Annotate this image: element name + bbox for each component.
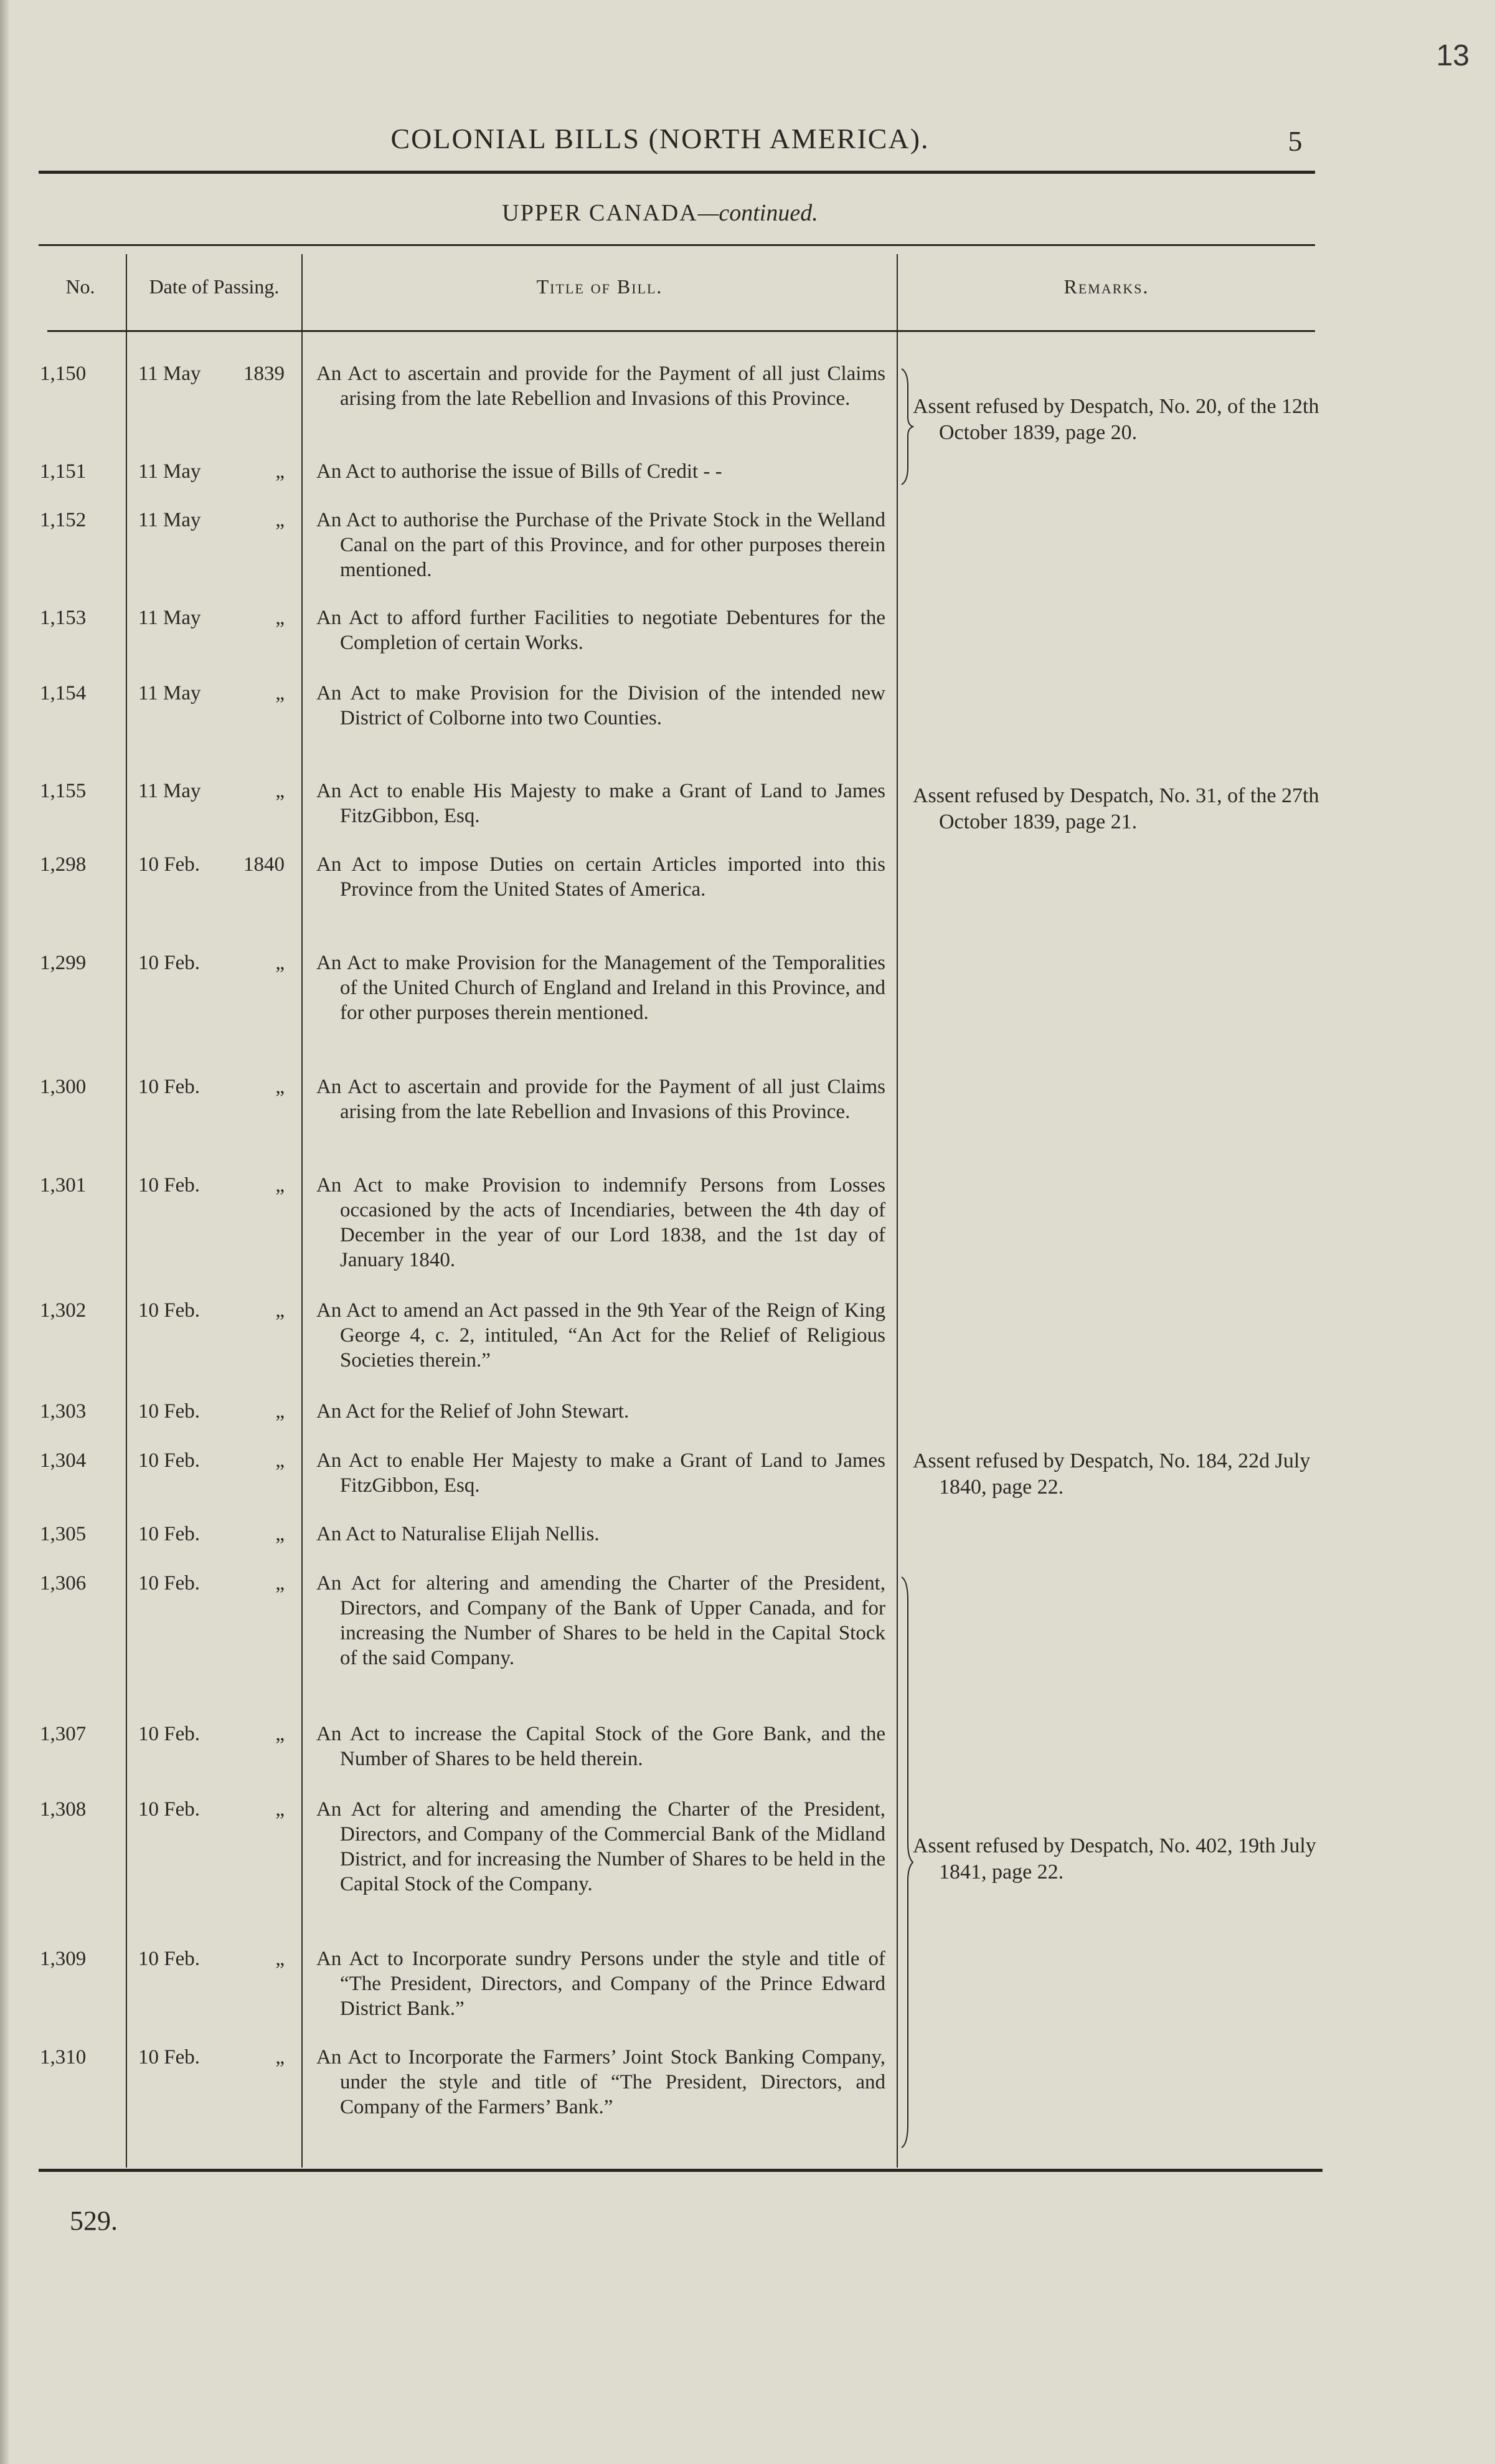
remark-4: Assent refused by Despatch, No. 402, 19th July 1841, page 22. [913,1834,1316,1884]
bill-title: An Act to ascertain and provide for the Payment of all just Claims arising from the late Rebellion and Invasions of this Province. [316,362,885,410]
date-month: 10 Feb. [138,952,200,974]
bill-title: An Act to Incorporate sundry Persons under the style and title of “The President, Directors, and Company of the Prince Edward District Bank.” [316,1948,885,2020]
bill-title: An Act to impose Duties on certain Articles imported into this Province from the United States of America. [316,853,885,901]
remark-brace-4 [900,1576,914,2149]
page-header-title: COLONIAL BILLS (NORTH AMERICA). [390,123,930,154]
bill-number: 1,155 [40,780,87,802]
date-month: 10 Feb. [138,1076,200,1098]
page-binding-shadow [0,0,9,2464]
date-year: „ [275,1299,285,1322]
bill-title: An Act for altering and amending the Charter of the President, Directors, and Company of the Commercial Bank of the Midland District, and for increasing the Number of Shares to be held in the Capital Stock of the Company. [316,1798,885,1895]
bill-number: 1,300 [40,1076,87,1098]
date-year: 1839 [243,362,285,385]
date-month: 11 May [138,362,201,385]
column-divider-1 [126,254,127,2168]
bill-number: 1,153 [40,607,87,629]
bill-title: An Act to make Provision to indemnify Persons from Losses occasioned by the acts of Incendiaries, between the 4th day of December in the year of our Lord 1838, and the 1st day of January 1840. [316,1174,885,1271]
bill-number: 1,152 [40,509,87,531]
date-month: 11 May [138,460,201,483]
bill-title: An Act to Naturalise Elijah Nellis. [316,1523,600,1545]
bill-title: An Act to enable Her Majesty to make a Grant of Land to James FitzGibbon, Esq. [316,1449,885,1497]
date-year: 1840 [243,853,285,876]
remark-2: Assent refused by Despatch, No. 31, of the 27th October 1839, page 21. [913,784,1319,833]
bill-number: 1,150 [40,362,87,385]
date-month: 11 May [138,509,201,531]
date-month: 10 Feb. [138,1798,200,1821]
bill-number: 1,309 [40,1948,87,1970]
column-header-remarks: Remarks. [1063,275,1149,298]
bill-title: An Act to afford further Facilities to negotiate Debentures for the Completion of certain Works. [316,607,885,654]
date-year: „ [275,607,285,629]
date-year: „ [275,1174,285,1196]
column-divider-3 [897,254,898,2168]
date-month: 10 Feb. [138,1572,200,1594]
column-header-no: No. [65,275,95,298]
bill-number: 1,302 [40,1299,87,1322]
date-month: 10 Feb. [138,1723,200,1745]
page-number: 5 [1288,125,1303,157]
bill-title: An Act to amend an Act passed in the 9th Year of the Reign of King George 4, c. 2, intituled, “An Act for the Relief of Religious Societies therein.” [316,1299,885,1372]
remark-1: Assent refused by Despatch, No. 20, of the 12th October 1839, page 20. [913,395,1319,444]
column-divider-2 [301,254,303,2168]
date-month: 10 Feb. [138,1449,200,1472]
date-year: „ [275,460,285,483]
date-year: „ [275,780,285,802]
bill-number: 1,151 [40,460,87,483]
corner-page-number: 13 [1436,39,1469,72]
bill-number: 1,305 [40,1523,87,1545]
bill-title: An Act to Incorporate the Farmers’ Joint Stock Banking Company, under the style and title of “The President, Directors, and Company of the Farmers’ Bank.” [316,2046,885,2118]
bill-number: 1,306 [40,1572,87,1594]
date-year: „ [275,952,285,974]
bill-title: An Act for the Relief of John Stewart. [316,1400,630,1423]
bill-title: An Act to make Provision for the Division of the intended new District of Colborne into two Counties. [316,682,885,729]
date-month: 10 Feb. [138,2046,200,2068]
bill-number: 1,308 [40,1798,87,1821]
bill-number: 1,299 [40,952,87,974]
header-rule [39,171,1315,174]
date-year: „ [275,1523,285,1545]
date-year: „ [275,1076,285,1098]
date-month: 10 Feb. [138,1400,200,1423]
date-year: „ [275,1948,285,1970]
date-month: 10 Feb. [138,1948,200,1970]
date-year: „ [275,682,285,704]
bill-title: An Act to increase the Capital Stock of the Gore Bank, and the Number of Shares to be held therein. [316,1723,885,1770]
date-year: „ [275,1572,285,1594]
bill-number: 1,298 [40,853,87,876]
column-header-date: Date of Passing. [149,275,280,298]
remark-3: Assent refused by Despatch, No. 184, 22d July 1840, page 22. [913,1449,1311,1499]
bill-title: An Act to authorise the Purchase of the Private Stock in the Welland Canal on the part of this Province, and for other purposes therein mentioned. [316,509,885,581]
section-title: UPPER CANADA—continued. [502,200,818,226]
bill-number: 1,154 [40,682,87,704]
footer-signature: 529. [70,2206,118,2236]
date-month: 10 Feb. [138,1299,200,1322]
date-year: „ [275,1449,285,1472]
bill-title: An Act to ascertain and provide for the Payment of all just Claims arising from the late Rebellion and Invasions of this Province. [316,1076,885,1123]
date-month: 11 May [138,607,201,629]
bill-title: An Act for altering and amending the Charter of the President, Directors, and Company of the Bank of Upper Canada, and for increasing the Number of Shares to be held in the Capital Stock of the said Company. [316,1572,885,1669]
bill-number: 1,303 [40,1400,87,1423]
column-header-rule [47,330,1315,332]
date-year: „ [275,509,285,531]
bill-title: An Act to make Provision for the Management of the Temporalities of the United Church of England and Ireland in this Province, and for other purposes therein mentioned. [316,952,885,1024]
date-year: „ [275,2046,285,2068]
bill-number: 1,301 [40,1174,87,1196]
bill-number: 1,307 [40,1723,87,1745]
date-month: 10 Feb. [138,1174,200,1196]
table-bottom-rule [39,2169,1323,2172]
date-year: „ [275,1798,285,1821]
date-year: „ [275,1400,285,1423]
date-month: 10 Feb. [138,1523,200,1545]
date-month: 10 Feb. [138,853,200,876]
date-month: 11 May [138,780,201,802]
bill-title: An Act to enable His Majesty to make a Grant of Land to James FitzGibbon, Esq. [316,780,885,827]
date-year: „ [275,1723,285,1745]
remark-brace-1 [900,367,914,486]
column-header-title: Title of Bill. [536,275,663,298]
bill-title: An Act to authorise the issue of Bills of Credit - - [316,460,722,483]
bill-number: 1,304 [40,1449,87,1472]
table-top-rule [39,244,1315,246]
date-month: 11 May [138,682,201,704]
bill-number: 1,310 [40,2046,87,2068]
